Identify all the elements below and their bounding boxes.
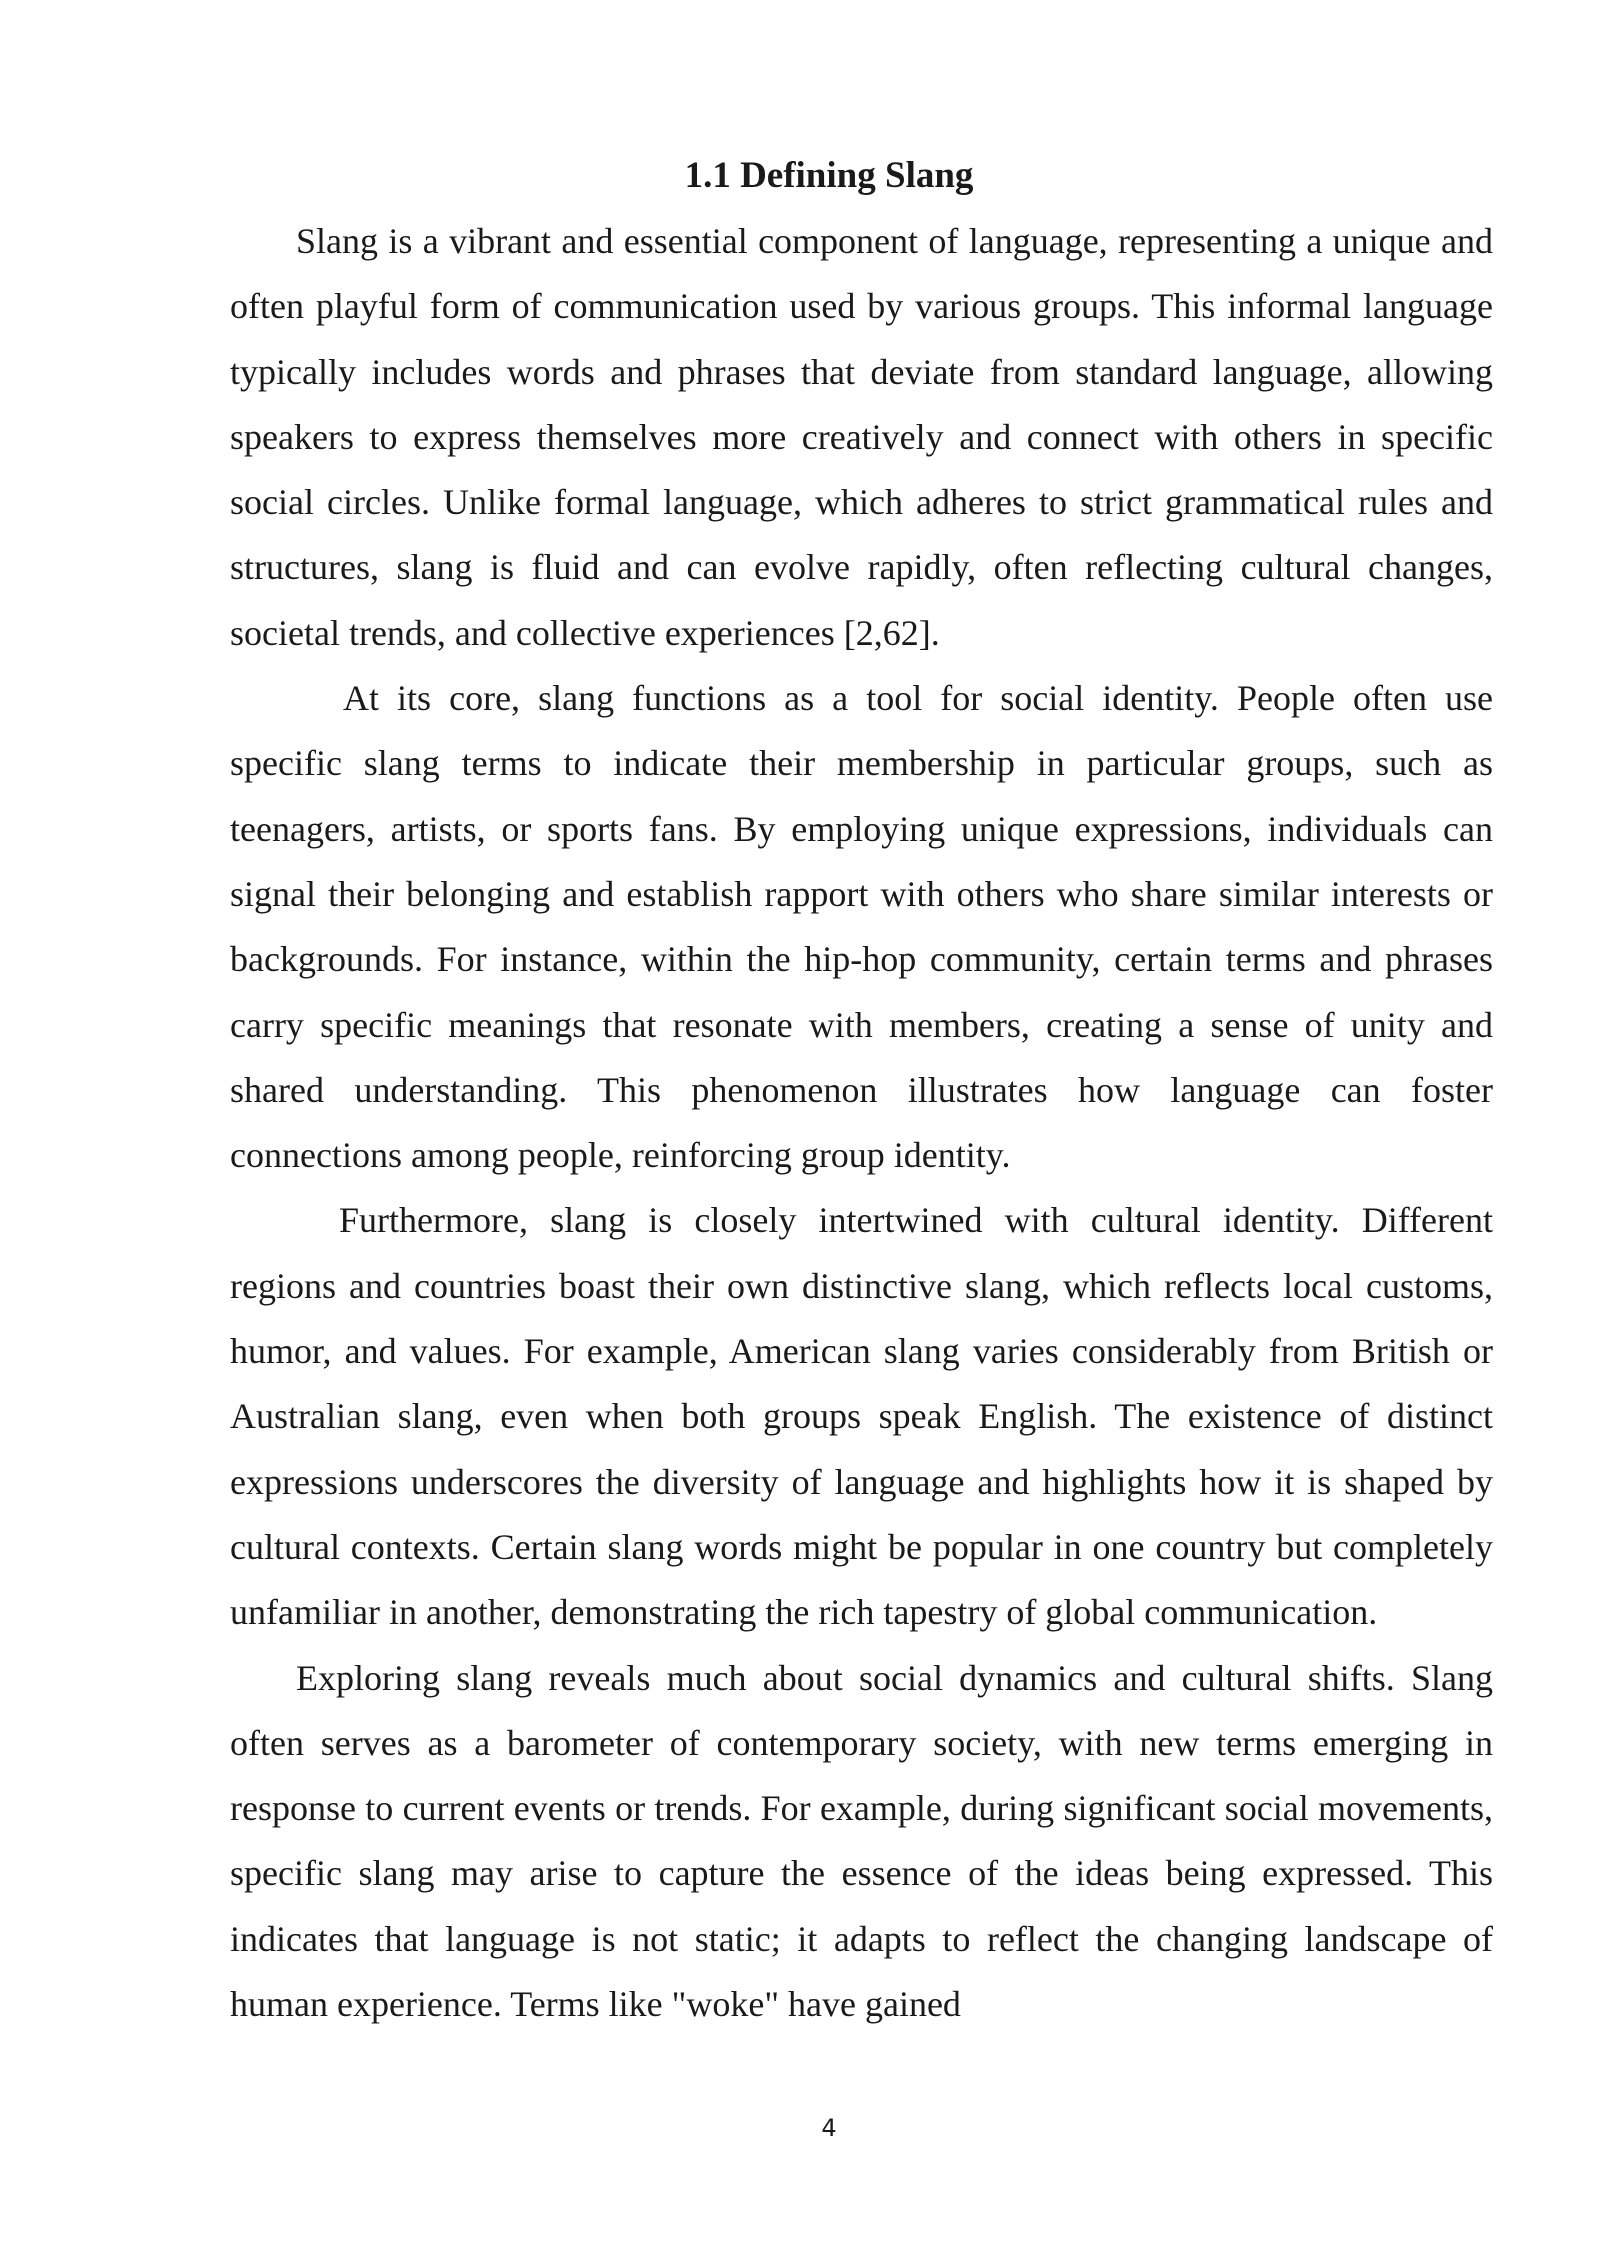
paragraph-defining-slang: Slang is a vibrant and essential component of language, representing a unique and often playful form of communication used by various groups. This informal language typically includes words and phrases that deviate from standard language, allowing speakers to express themselves more creatively and connect with others in specific social circles. Unlike formal language, which adheres to strict grammatical rules and structures, slang is fluid and can evolve rapidly, often reflecting cultural changes, societal trends, and collective experiences [2,62].	[230, 221, 1493, 653]
paragraph-social-identity: At its core, slang functions as a tool for social identity. People often use specific slang terms to indicate their membership in particular groups, such as teenagers, artists, or sports fans. By employing unique expressions, individuals can signal their belonging and establish rapport with others who share similar interests or backgrounds. For instance, within the hip-hop community, certain terms and phrases carry specific meanings that resonate with members, creating a sense of unity and shared understanding. This phenomenon illustrates how language can foster connections among people, reinforcing group identity.	[230, 678, 1493, 1176]
paragraph-social-dynamics: Exploring slang reveals much about social dynamics and cultural shifts. Slang often serves as a barometer of contemporary society, with new terms emerging in response to current events or trends. For example, during significant social movements, specific slang may arise to capture the essence of the ideas being expressed. This indicates that language is not static; it adapts to reflect the changing landscape of human experience. Terms like "woke" have gained	[230, 1657, 1493, 2025]
section-heading: 1.1 Defining Slang	[684, 155, 974, 196]
page-number: 4	[821, 2114, 837, 2142]
paragraph-cultural-identity: Furthermore, slang is closely intertwined with cultural identity. Different regions and countries boast their own distinctive slang, which reflects local customs, humor, and values. For example, American slang varies considerably from British or Australian slang, even when both groups speak English. The existence of distinct expressions underscores the diversity of language and highlights how it is shaped by cultural contexts. Certain slang words might be popular in one country but completely unfamiliar in another, demonstrating the rich tapestry of global communication.	[230, 1200, 1493, 1633]
body-text	[230, 209, 1493, 2037]
